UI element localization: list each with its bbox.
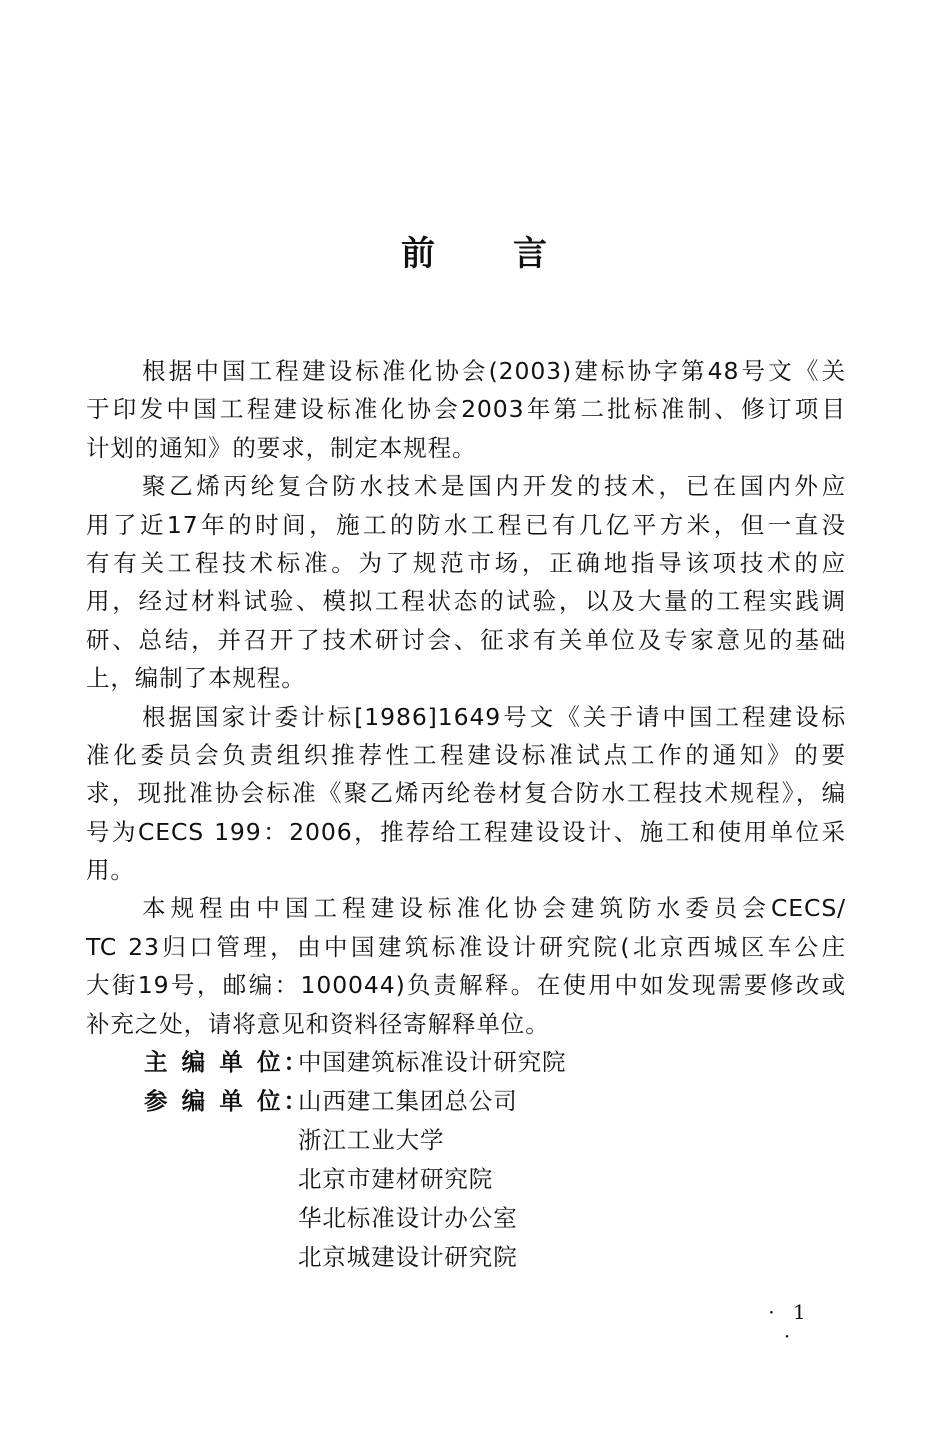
paragraph-line: 根据中国工程建设标准化协会(2003)建标协字第48号文《关 xyxy=(142,357,846,385)
paragraph-line: 用，经过材料试验、模拟工程状态的试验，以及大量的工程实践调 xyxy=(86,587,846,616)
paragraph-line: 补充之处，请将意见和资料径寄解释单位。 xyxy=(86,1009,550,1038)
paragraph-line: 用。 xyxy=(86,856,135,885)
page-title xyxy=(0,226,950,275)
paragraph-line: 号为CECS 199：2006，推荐给工程建设设计、施工和使用单位采 xyxy=(86,817,846,846)
paragraph-line: 求，现批准协会标准《聚乙烯丙纶卷材复合防水工程技术规程》，编 xyxy=(86,779,846,808)
chief-editor-org: 中国建筑标准设计研究院 xyxy=(298,1048,567,1077)
paragraph-line: 本规程由中国工程建设标准化协会建筑防水委员会CECS/ xyxy=(142,894,846,923)
credits xyxy=(86,1043,846,1277)
document-body xyxy=(86,352,846,1277)
participant-org: 山西建工集团总公司 xyxy=(298,1087,518,1116)
title-char-1: 前 xyxy=(401,234,437,274)
paragraph-line: 于印发中国工程建设标准化协会2003年第二批标准制、修订项目 xyxy=(86,395,846,424)
paragraph-line: 准化委员会负责组织推荐性工程建设标准试点工作的通知》的要 xyxy=(86,740,846,769)
chief-editor-row xyxy=(86,1043,846,1082)
paragraph-2 xyxy=(86,467,846,697)
participant-row xyxy=(86,1199,846,1238)
paragraph-line: 大街19号，邮编：100044)负责解释。在使用中如发现需要修改或 xyxy=(86,971,846,1000)
paragraph-line: 研、总结，并召开了技术研讨会、征求有关单位及专家意见的基础 xyxy=(86,625,846,654)
paragraph-line: 根据国家计委计标[1986]1649号文《关于请中国工程建设标 xyxy=(142,702,846,731)
paragraph-line: 有有关工程技术标准。为了规范市场，正确地指导该项技术的应 xyxy=(86,548,846,577)
paragraph-line: 用了近17年的时间，施工的防水工程已有几亿平方米，但一直没 xyxy=(86,510,846,539)
paragraph-line: TC 23归口管理，由中国建筑标准设计研究院(北京西城区车公庄 xyxy=(86,932,846,961)
participant-row xyxy=(86,1160,846,1199)
paragraph-3 xyxy=(86,698,846,890)
participant-org: 浙江工业大学 xyxy=(298,1126,445,1155)
paragraph-line: 上，编制了本规程。 xyxy=(86,664,306,693)
paragraph-line: 聚乙烯丙纶复合防水技术是国内开发的技术，已在国内外应 xyxy=(142,472,846,501)
participant-row xyxy=(86,1238,846,1277)
participant-row xyxy=(86,1082,846,1121)
participant-org: 华北标准设计办公室 xyxy=(298,1204,518,1233)
participant-org: 北京市建材研究院 xyxy=(298,1165,494,1194)
participant-label: 参 编 单 位： xyxy=(144,1087,311,1116)
participant-org: 北京城建设计研究院 xyxy=(298,1243,518,1272)
paragraph-1 xyxy=(86,352,846,467)
paragraph-4 xyxy=(86,889,846,1043)
paragraph-line: 计划的通知》的要求，制定本规程。 xyxy=(86,433,477,462)
page-number: · 1 · xyxy=(768,1300,812,1348)
title-char-2: 言 xyxy=(513,234,549,274)
participant-row xyxy=(86,1121,846,1160)
chief-editor-label: 主 编 单 位： xyxy=(144,1048,311,1077)
